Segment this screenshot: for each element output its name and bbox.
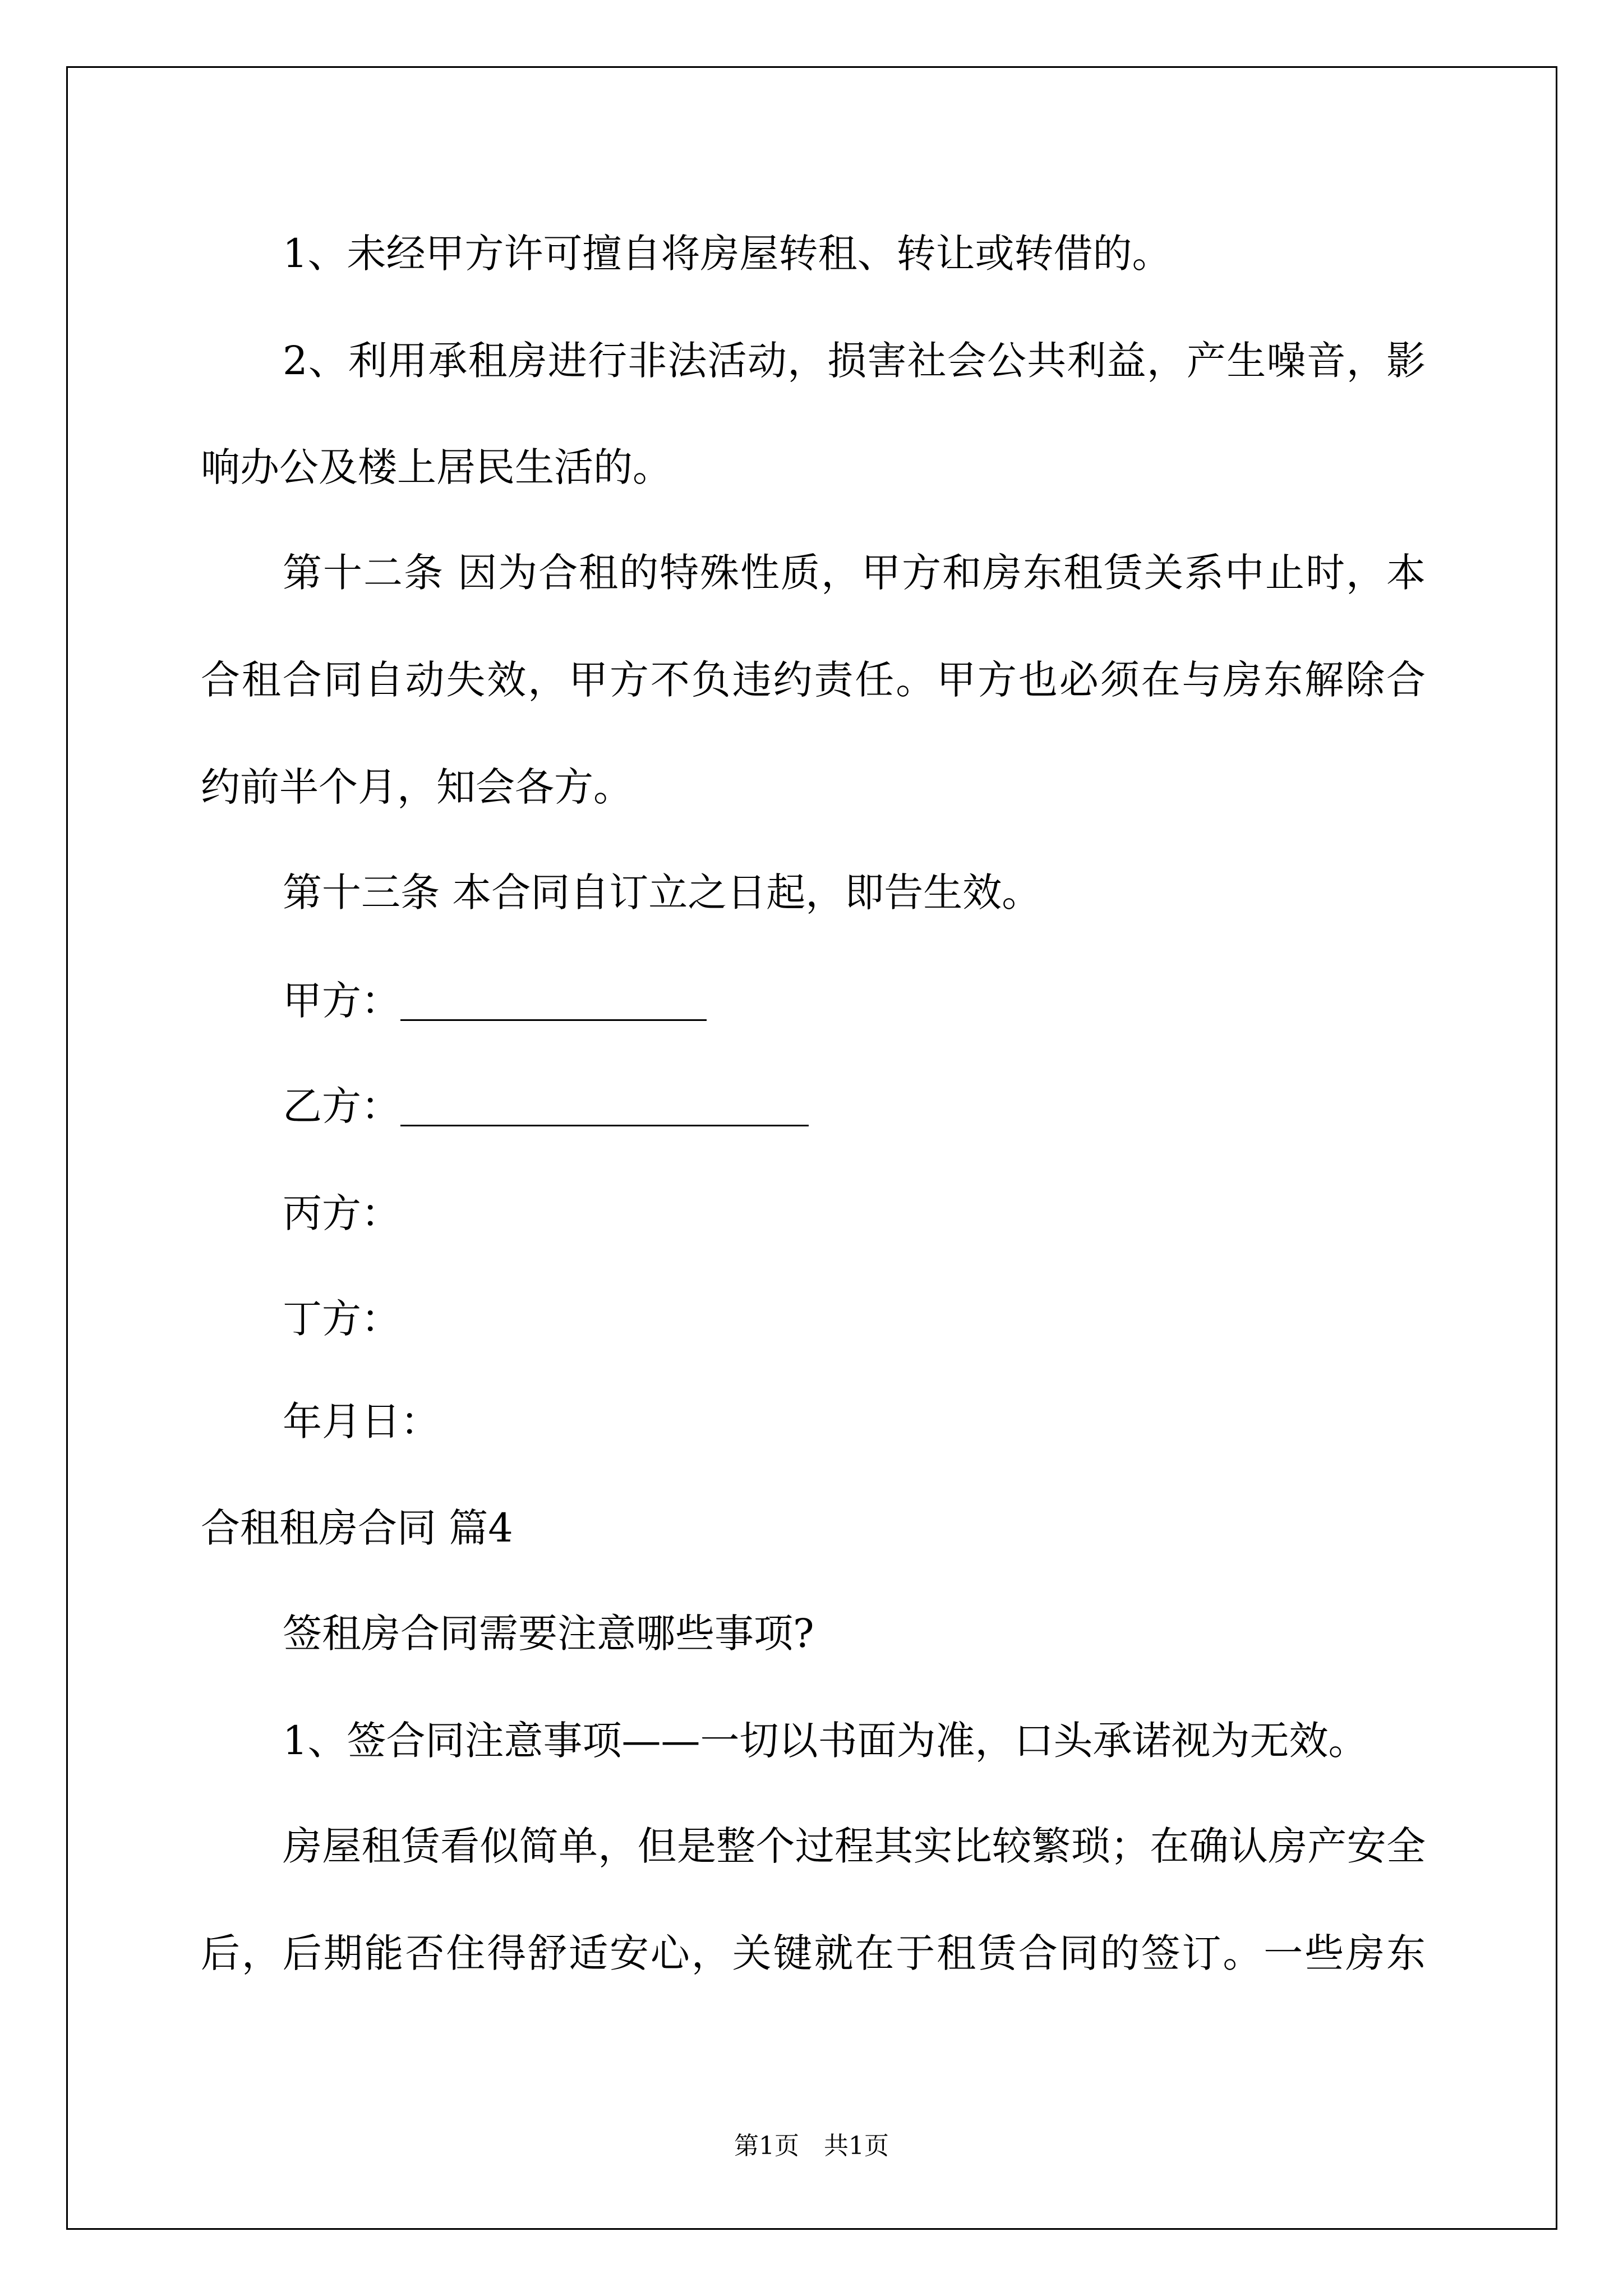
paragraph-line: 2、利用承租房进行非法活动，损害社会公共利益，产生噪音，影 [283, 338, 1426, 384]
party-a-label: 甲方： [283, 978, 400, 1024]
section-heading: 合租租房合同 篇4 [201, 1505, 513, 1551]
paragraph-line: 约前半个月，知会各方。 [201, 764, 633, 810]
paragraph-line: 1、未经甲方许可擅自将房屋转租、转让或转借的。 [283, 231, 1172, 277]
party-a-signature-blank [400, 986, 707, 1021]
paragraph-line: 第十三条 本合同自订立之日起，即告生效。 [283, 869, 1041, 915]
party-b-signature-blank [400, 1091, 809, 1126]
signature-party-a [283, 978, 707, 1024]
paragraph-line: 后，后期能否住得舒适安心，关键就在于租赁合同的签订。一些房东 [201, 1930, 1426, 1976]
paragraph-line: 合租合同自动失效，甲方不负违约责任。甲方也必须在与房东解除合 [201, 657, 1426, 703]
paragraph-line: 响办公及楼上居民生活的。 [201, 444, 672, 490]
paragraph-line: 房屋租赁看似简单，但是整个过程其实比较繁琐；在确认房产安全 [283, 1823, 1426, 1869]
date-label: 年月日： [283, 1398, 440, 1444]
paragraph-line: 签租房合同需要注意哪些事项? [283, 1611, 814, 1657]
paragraph-line: 第十二条 因为合租的特殊性质，甲方和房东租赁关系中止时，本 [283, 550, 1426, 596]
party-d-label: 丁方： [283, 1296, 400, 1342]
party-b-label: 乙方： [283, 1083, 400, 1129]
page-number-footer: 第1页 共1页 [734, 2132, 889, 2160]
page-border [66, 66, 1557, 2230]
paragraph-line: 1、签合同注意事项——一切以书面为准，口头承诺视为无效。 [283, 1718, 1368, 1764]
signature-party-b [283, 1083, 809, 1129]
party-c-label: 丙方： [283, 1190, 400, 1236]
